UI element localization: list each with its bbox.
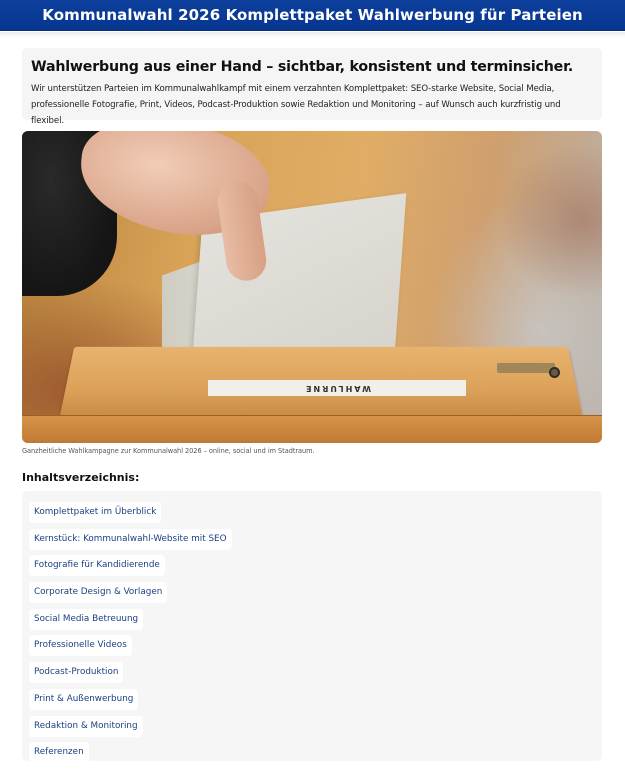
toc-row xyxy=(29,606,232,633)
toc-row xyxy=(29,526,232,553)
toc-row xyxy=(29,632,232,659)
toc-link-print[interactable]: Print & Außenwerbung xyxy=(29,689,138,710)
toc-row xyxy=(29,552,232,579)
toc-link-social-media[interactable]: Social Media Betreuung xyxy=(29,609,143,630)
table-of-contents xyxy=(22,491,602,761)
toc-link-komplettpaket[interactable]: Komplettpaket im Überblick xyxy=(29,502,161,523)
intro-text: Wir unterstützen Parteien im Kommunalwahlkampf mit einem verzahnten Komplettpaket: SEO-starke Website, Social Media, professionelle Fotografie, Print, Videos, Podcast-Produktion sowie Redaktion und Monitoring – auf Wunsch auch kurzfristig und flexibel. xyxy=(31,84,561,126)
toc-row xyxy=(29,499,232,526)
lock-knob-icon xyxy=(549,367,560,378)
toc-row xyxy=(29,686,232,713)
hero-image-ballot-box xyxy=(22,131,602,443)
toc-link-fotografie[interactable]: Fotografie für Kandidierende xyxy=(29,555,165,576)
header-shadow xyxy=(0,32,625,38)
image-caption: Ganzheitliche Wahlkampagne zur Kommunalwahl 2026 – online, social und im Stadtraum. xyxy=(22,447,315,455)
ballot-box-body xyxy=(22,416,602,443)
toc-row xyxy=(29,739,232,766)
toc-title: Inhaltsverzeichnis: xyxy=(22,471,140,484)
hinge-icon xyxy=(497,363,555,373)
toc-link-videos[interactable]: Professionelle Videos xyxy=(29,635,132,656)
intro-box xyxy=(22,48,602,126)
toc-row xyxy=(29,579,232,606)
toc-link-corporate-design[interactable]: Corporate Design & Vorlagen xyxy=(29,582,167,603)
toc-row xyxy=(29,713,232,740)
toc-link-referenzen[interactable]: Referenzen xyxy=(29,742,89,763)
page-header xyxy=(0,0,625,31)
intro-heading: Wahlwerbung aus einer Hand – sichtbar, konsistent und terminsicher. xyxy=(31,59,574,75)
ballot-box-label-text: WAHLURNE xyxy=(303,383,371,393)
toc-list xyxy=(29,499,232,766)
page-title: Kommunalwahl 2026 Komplettpaket Wahlwerbung für Parteien xyxy=(42,6,583,24)
ballot-box-label xyxy=(208,380,466,396)
toc-link-website-seo[interactable]: Kernstück: Kommunalwahl-Website mit SEO xyxy=(29,529,232,550)
toc-link-redaktion[interactable]: Redaktion & Monitoring xyxy=(29,716,143,737)
toc-row xyxy=(29,659,232,686)
toc-link-podcast[interactable]: Podcast-Produktion xyxy=(29,662,123,683)
